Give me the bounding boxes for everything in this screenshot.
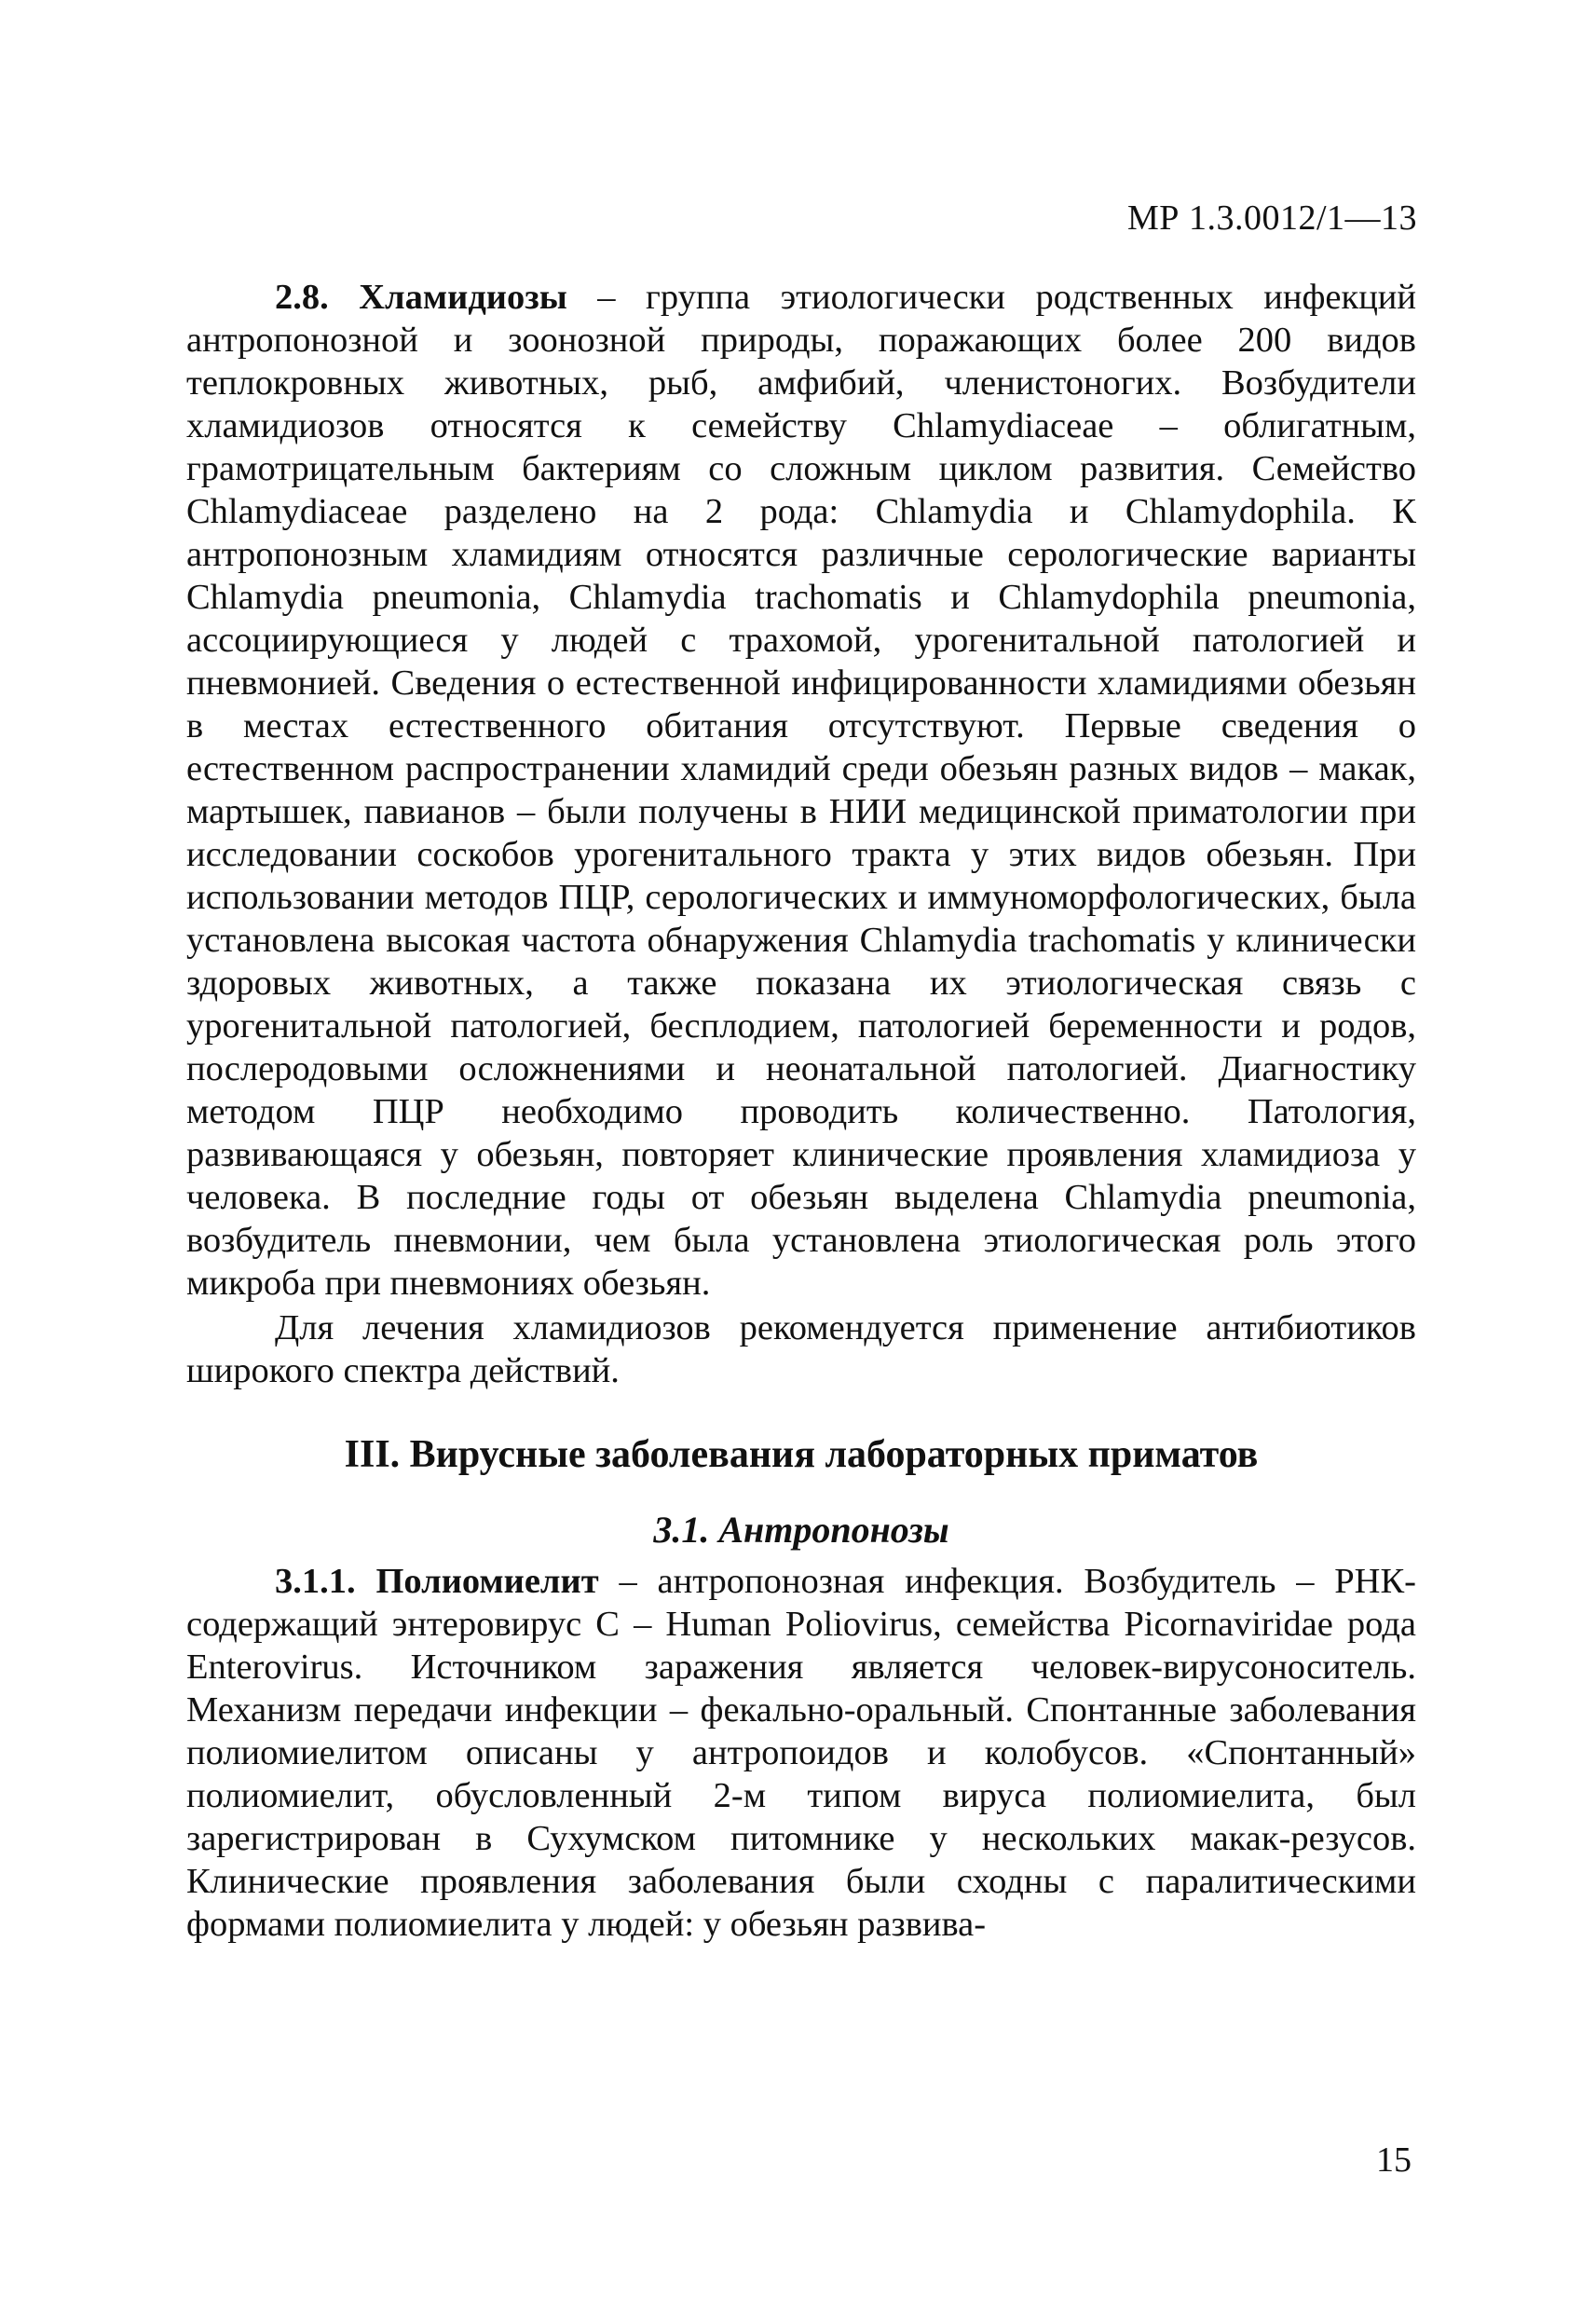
paragraph-lead-poliomyelitis: 3.1.1. Полиомиелит <box>275 1562 599 1601</box>
paragraph-text-chlamydiosis: – группа этиологически родственных инфекций антропонозной и зоонозной природы, поражающих более 200 видов теплокровных животных, рыб, амфибий, членистоногих. Возбудители хламидиозов относятся к семейству Chlamydiaceae – облигатным, грамотрицательным бактериям со сложным циклом развития. Семейство Chlamydiaceae разделено на 2 рода: Chlamydia и Chlamydophila. К антропонозным хламидиям относятся различные серологические варианты Chlamydia pneumonia, Chlamydia trachomatis и Chlamydophila pneumonia, ассоциирующиеся у людей с трахомой, урогенитальной патологией и пневмонией. Сведения о естественной инфицированности хламидиями обезьян в местах естественного обитания отсутствуют. Первые сведения о естественном распространении хламидий среди обезьян разных видов – макак, мартышек, павианов – были получены в НИИ медицинской приматологии при исследовании соскобов урогенитального тракта у этих видов обезьян. При использовании методов ПЦР, серологических и иммуноморфологических, была установлена высокая частота обнаружения Chlamydia trachomatis у клинически здоровых животных, а также показана их этиологическая связь с урогенитальной патологией, бесплодием, патологией беременности и родов, послеродовыми осложнениями и неонатальной патологией. Диагностику методом ПЦР необходимо проводить количественно. Патология, развивающаяся у обезьян, повторяет клинические проявления хламидиоза у человека. В последние годы от обезьян выделена Chlamydia pneumonia, возбудитель пневмонии, чем была установлена этиологическая роль этого микроба при пневмониях обезьян. <box>186 278 1417 1303</box>
document-body <box>186 276 1416 1946</box>
paragraph-treatment: Для лечения хламидиозов рекомендуется применение антибиотиков широкого спектра действий. <box>186 1308 1416 1390</box>
document-code-header: МР 1.3.0012/1—13 <box>1127 198 1417 238</box>
paragraph-lead-chlamydiosis: 2.8. Хламидиозы <box>275 278 567 317</box>
page-number: 15 <box>1376 2140 1412 2180</box>
paragraph-text-poliomyelitis: – антропонозная инфекция. Возбудитель – РНК-содержащий энтеровирус С – Human Poliovirus, семейства Picornaviridae рода Enterovirus. Источником заражения является человек-вирусоноситель. Механизм передачи инфекции – фекально-оральный. Спонтанные заболевания полиомиелитом описаны у антропоидов и колобусов. «Спонтанный» полиомиелит, обусловленный 2-м типом вируса полиомиелита, был зарегистрирован в Сухумском питомнике у нескольких макак-резусов. Клинические проявления заболевания были сходны с паралитическими формами полиомиелита у людей: у обезьян развива- <box>186 1562 1416 1944</box>
subsection-heading-anthroponoses: 3.1. Антропонозы <box>653 1509 949 1551</box>
paragraph-chlamydiosis <box>186 276 1416 1305</box>
paragraph-poliomyelitis <box>186 1560 1416 1946</box>
section-heading-viral-diseases: III. Вирусные заболевания лабораторных приматов <box>344 1433 1259 1476</box>
